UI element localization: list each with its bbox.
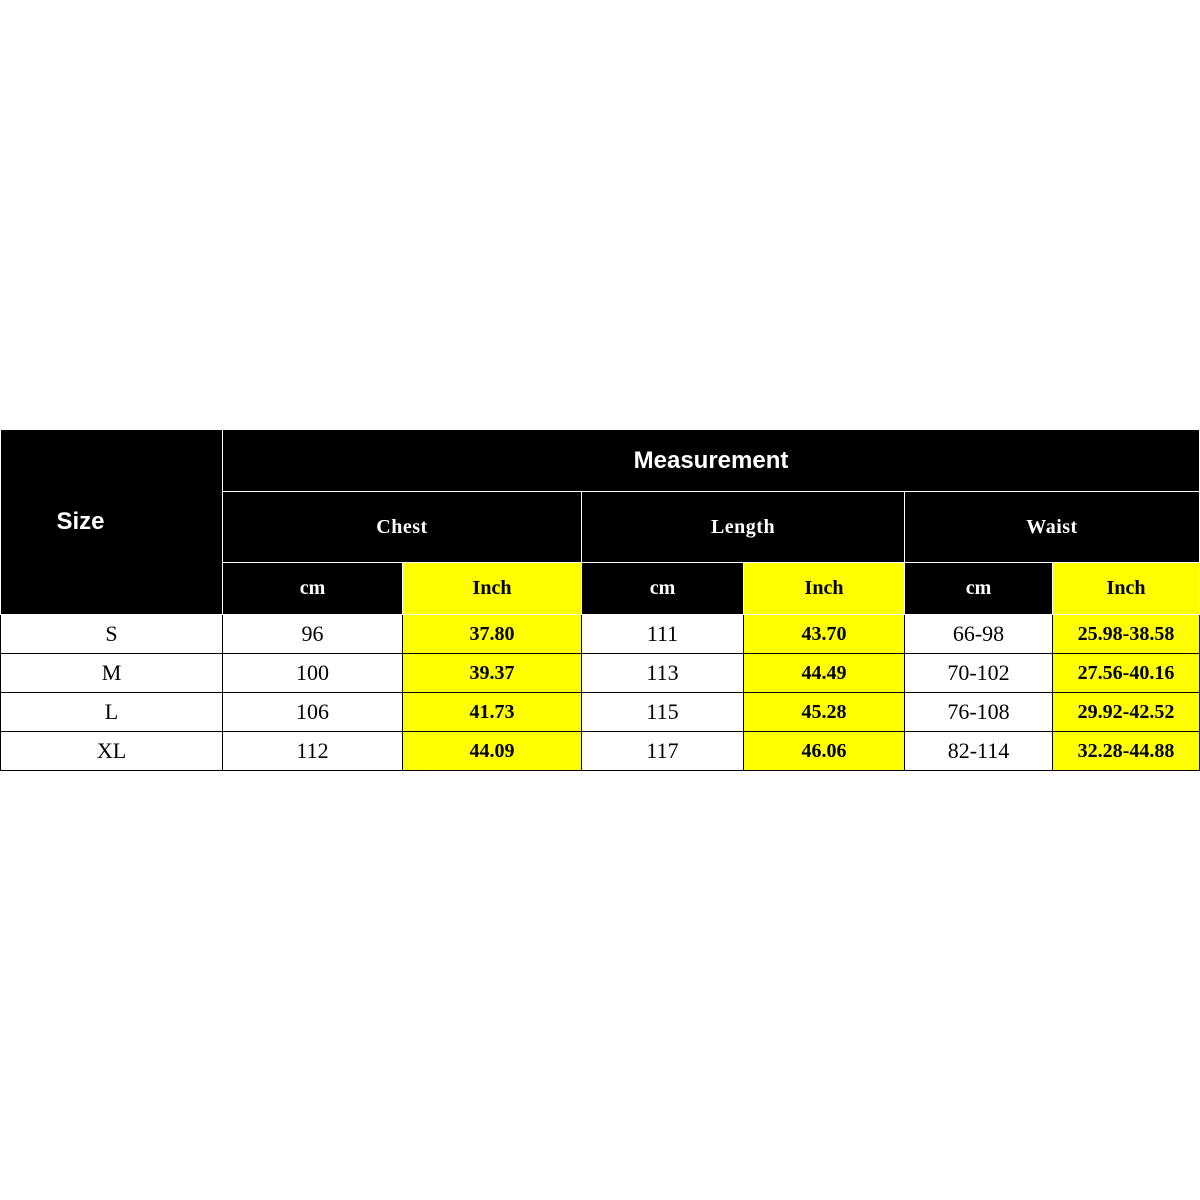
chest-inch-cell: 41.73 <box>403 693 582 732</box>
size-cell: M <box>1 654 223 693</box>
waist-inch-cell: 29.92-42.52 <box>1053 693 1200 732</box>
size-cell: L <box>1 693 223 732</box>
length-cm-cell: 113 <box>582 654 744 693</box>
chest-header: Chest <box>223 492 582 563</box>
length-cm-cell: 117 <box>582 732 744 771</box>
table-row <box>1 654 1200 693</box>
chest-inch-cell: 39.37 <box>403 654 582 693</box>
waist-inch-cell: 25.98-38.58 <box>1053 615 1200 654</box>
waist-inch-header: Inch <box>1053 563 1200 615</box>
waist-cm-cell: 66-98 <box>905 615 1053 654</box>
length-inch-header: Inch <box>744 563 905 615</box>
length-inch-cell: 45.28 <box>744 693 905 732</box>
length-cm-header: cm <box>582 563 744 615</box>
waist-inch-cell: 32.28-44.88 <box>1053 732 1200 771</box>
length-inch-cell: 44.49 <box>744 654 905 693</box>
length-cm-cell: 115 <box>582 693 744 732</box>
chest-cm-cell: 96 <box>223 615 403 654</box>
chest-cm-cell: 100 <box>223 654 403 693</box>
length-cm-cell: 111 <box>582 615 744 654</box>
chest-cm-cell: 112 <box>223 732 403 771</box>
chest-inch-cell: 44.09 <box>403 732 582 771</box>
waist-inch-cell: 27.56-40.16 <box>1053 654 1200 693</box>
waist-cm-cell: 76-108 <box>905 693 1053 732</box>
chest-cm-header: cm <box>223 563 403 615</box>
size-cell: S <box>1 615 223 654</box>
chest-inch-cell: 37.80 <box>403 615 582 654</box>
length-inch-cell: 46.06 <box>744 732 905 771</box>
chest-cm-cell: 106 <box>223 693 403 732</box>
table-row <box>1 732 1200 771</box>
waist-cm-header: cm <box>905 563 1053 615</box>
chest-inch-header: Inch <box>403 563 582 615</box>
size-header: Size <box>1 430 223 615</box>
size-cell: XL <box>1 732 223 771</box>
length-inch-cell: 43.70 <box>744 615 905 654</box>
waist-header: Waist <box>905 492 1200 563</box>
table-row <box>1 615 1200 654</box>
waist-cm-cell: 82-114 <box>905 732 1053 771</box>
waist-cm-cell: 70-102 <box>905 654 1053 693</box>
measurement-header: Measurement <box>223 430 1200 492</box>
length-header: Length <box>582 492 905 563</box>
table-row <box>1 693 1200 732</box>
size-chart-table <box>0 429 1200 771</box>
